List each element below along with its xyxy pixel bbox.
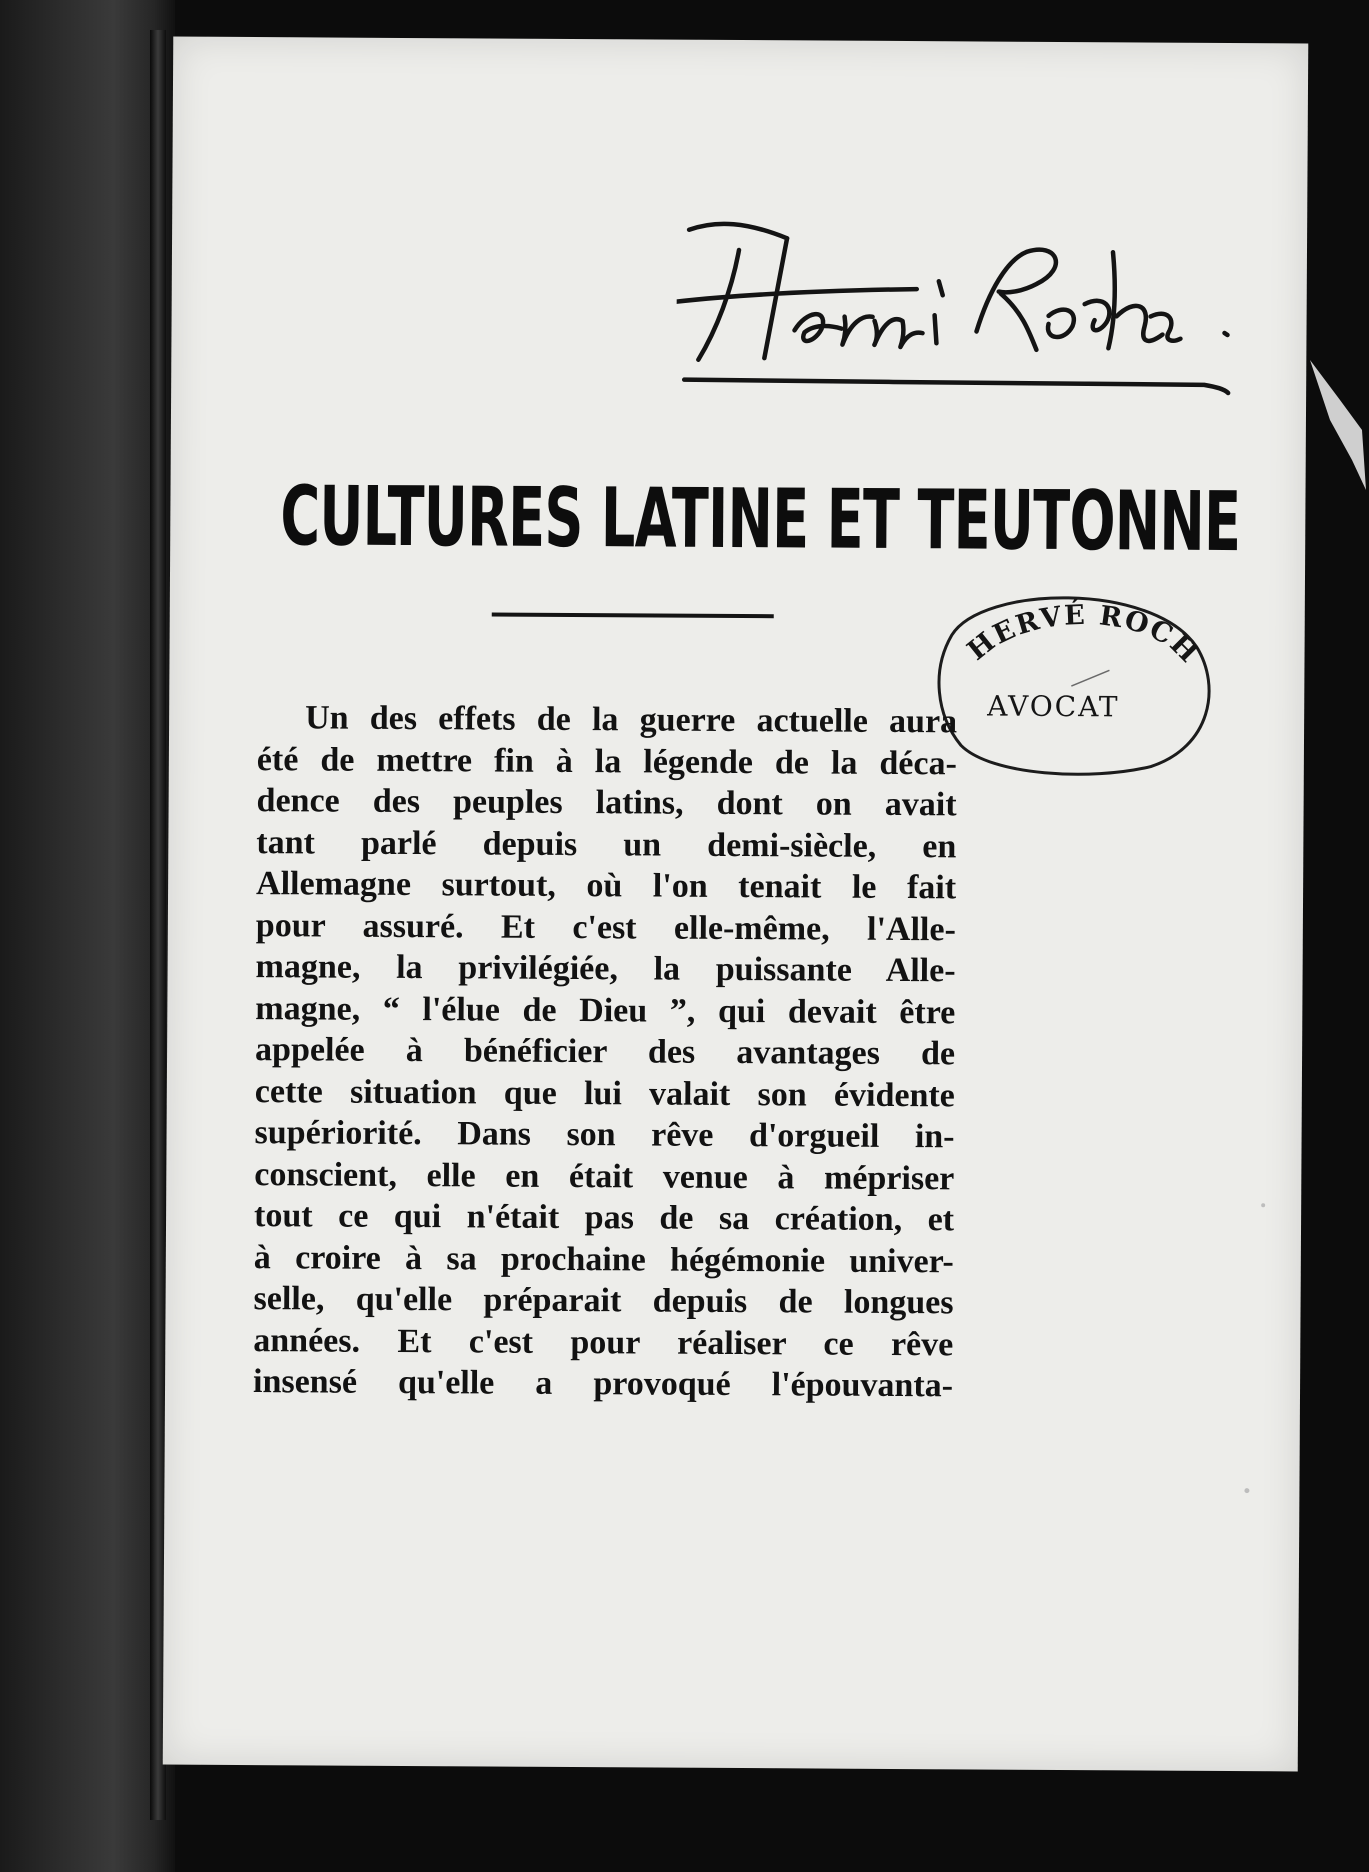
document-page	[163, 37, 1309, 1772]
body-line: magne, la privilégiée, la puissante Alle-	[255, 948, 956, 990]
body-line: insensé qu'elle a provoqué l'épouvanta-	[252, 1363, 954, 1405]
handwritten-signature	[676, 210, 1237, 403]
body-line: appelée à bénéficier des avantages de	[254, 1031, 956, 1073]
body-paragraph	[253, 697, 957, 1407]
body-line: dence des peuples latins, dont on avait	[256, 782, 957, 824]
body-line: cette situation que lui valait son évidente	[254, 1072, 955, 1114]
body-line: années. Et c'est pour réaliser ce rêve	[253, 1321, 954, 1363]
body-line: tout ce qui n'était pas de sa création, et	[253, 1197, 955, 1239]
body-line: magne, “ l'élue de Dieu ”, qui devait être	[255, 989, 956, 1031]
body-line: tant parlé depuis un demi-siècle, en	[256, 823, 957, 865]
stamp-title: AVOCAT	[987, 689, 1120, 724]
body-line: à croire à sa prochaine hégémonie univer-	[253, 1238, 954, 1280]
body-line: pour assuré. Et c'est elle-même, l'Alle-	[255, 906, 956, 948]
body-line: selle, qu'elle préparait depuis de longues	[253, 1280, 954, 1322]
stamp-name: HERVÉ ROCH	[961, 599, 1205, 671]
body-line: Allemagne surtout, où l'on tenait le fait	[256, 865, 957, 907]
body-line: Un des effets de la guerre actuelle aura	[305, 699, 958, 741]
lawyer-stamp	[921, 575, 1222, 797]
body-line: été de mettre fin à la légende de la déca-	[256, 740, 957, 782]
scan-speck	[1244, 1488, 1249, 1493]
title-divider	[492, 613, 774, 619]
scan-speck	[1261, 1203, 1265, 1207]
body-line: conscient, elle en était venue à mépriser	[254, 1155, 955, 1197]
page-title: CULTURES LATINE ET TEUTONNE	[280, 469, 1241, 571]
body-line: supériorité. Dans son rêve d'orgueil in-	[254, 1114, 955, 1156]
book-spine	[0, 0, 175, 1872]
paper-fragment	[1300, 360, 1369, 500]
